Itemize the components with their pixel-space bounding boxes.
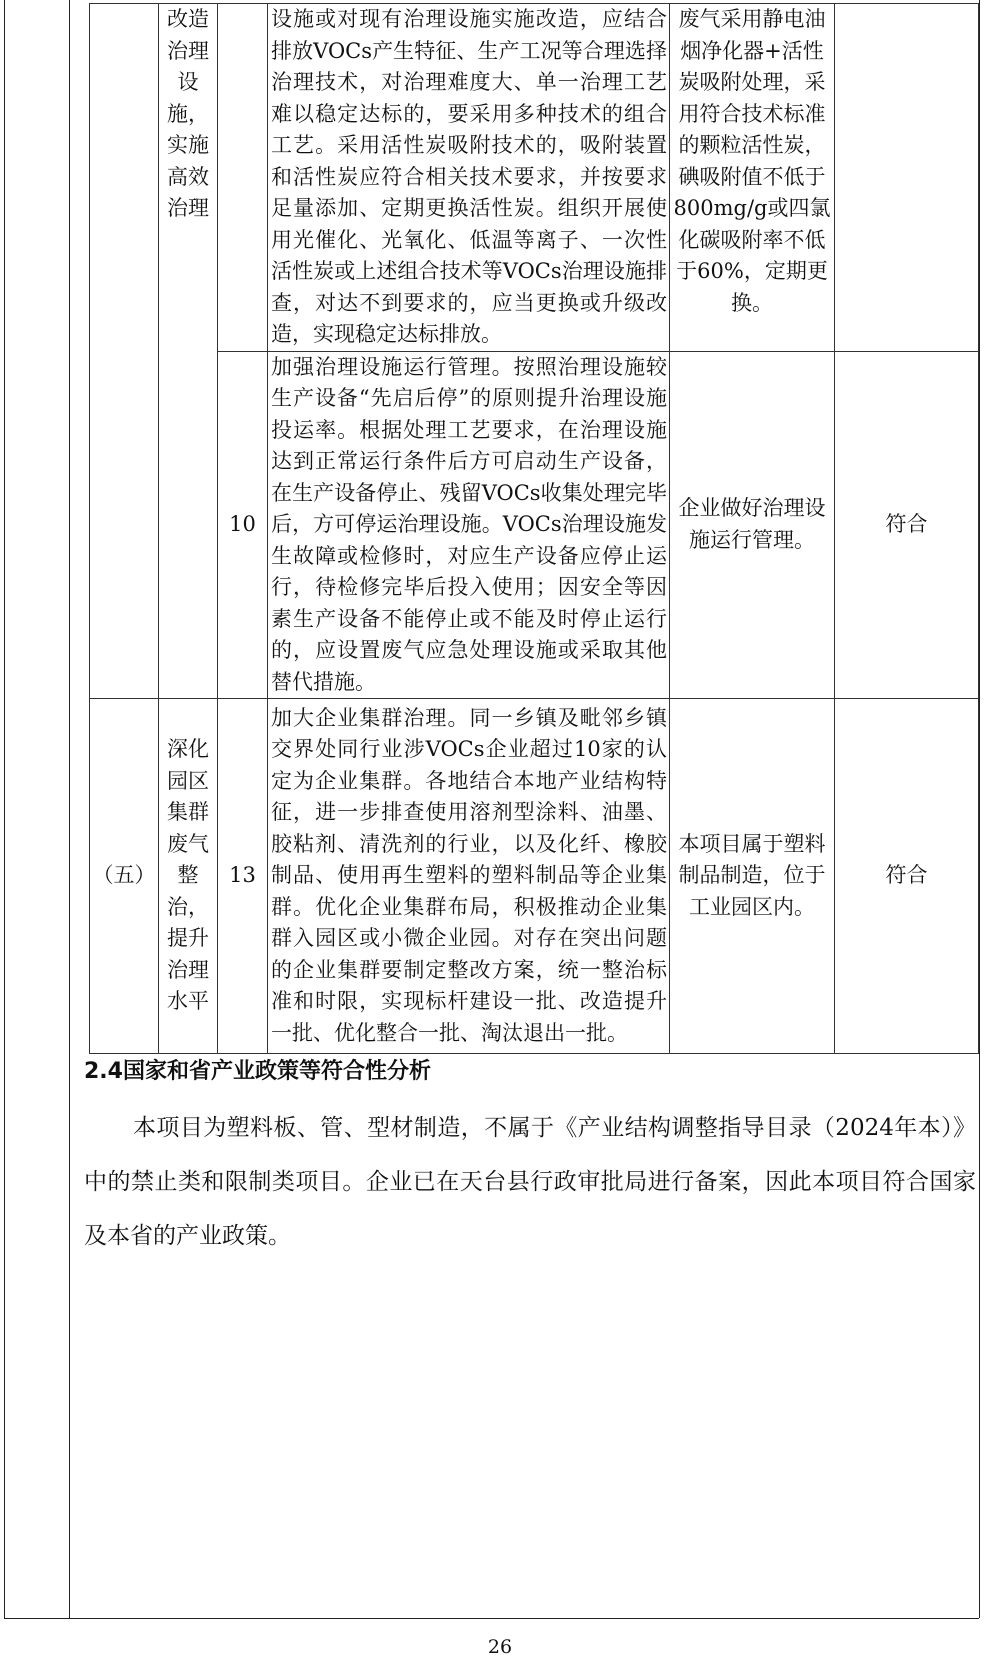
page-frame-inner-left-border: [69, 0, 70, 1618]
page-frame-bottom-border: [4, 1618, 979, 1619]
category-cell: [90, 699, 159, 1054]
measure-name: 改造治理设施，实施高效治理: [167, 7, 209, 220]
table-row: [90, 699, 979, 1054]
item-number: 10: [229, 512, 256, 536]
conclusion-cell: [835, 4, 979, 352]
page-frame-right-border: [979, 0, 980, 1618]
compliance-table: [89, 3, 979, 1054]
item-number: 13: [229, 863, 256, 888]
measure-name-cell: [159, 699, 218, 1054]
project-measure-cell: [670, 351, 835, 699]
number-cell: [218, 699, 268, 1054]
number-cell: [218, 4, 268, 352]
section-heading: 2.4国家和省产业政策等符合性分析: [84, 1059, 431, 1084]
section-paragraph: 本项目为塑料板、管、型材制造，不属于《产业结构调整指导目录（2024年本）》中的禁止类和限制类项目。企业已在天台县行政审批局进行备案，因此本项目符合国家及本省的产业政策。: [84, 1115, 976, 1249]
page-frame-left-border: [4, 0, 5, 1618]
number-cell: [218, 351, 268, 699]
conclusion-text: 符合: [885, 863, 928, 888]
conclusion-text: 符合: [885, 512, 928, 536]
category-cell: [90, 4, 159, 699]
requirement-text: 设施或对现有治理设施实施改造，应结合排放VOCs产生特征、生产工况等合理选择治理技术，对治理难度大、单一治理工艺难以稳定达标的，要采用多种技术的组合工艺。采用活性炭吸附技术的，吸附装置和活性炭应符合相关技术要求，并按要求足量添加、定期更换活性炭。组织开展使用光催化、光氧化、低温等离子、一次性活性炭或上述组合技术等VOCs治理设施排查，对达不到要求的，应当更换或升级改造，实现稳定达标排放。: [271, 7, 667, 346]
project-measure-text: 企业做好治理设施运行管理。: [678, 496, 826, 552]
category-label: （五）: [92, 863, 156, 888]
requirement-text: 加强治理设施运行管理。按照治理设施较生产设备“先启后停”的原则提升治理设施投运率。根据处理工艺要求，在治理设施达到正常运行条件后方可启动生产设备，在生产设备停止、残留VOCs收集处理完毕后，方可停运治理设施。VOCs治理设施发生故障或检修时，对应生产设备应停止运行，待检修完毕后投入使用；因安全等因素生产设备不能停止或不能及时停止运行的，应设置废气应急处理设施或采取其他替代措施。: [271, 354, 667, 694]
project-measure-text: 废气采用静电油烟净化器+活性炭吸附处理，采用符合技术标准的颗粒活性炭，碘吸附值不低于800mg/g或四氯化碳吸附率不低于60%，定期更换。: [673, 7, 831, 315]
page-number: 26: [487, 1636, 513, 1658]
requirement-text: 加大企业集群治理。同一乡镇及毗邻乡镇交界处同行业涉VOCs企业超过10家的认定为企业集群。各地结合本地产业结构特征，进一步排查使用溶剂型涂料、油墨、胶粘剂、清洗剂的行业，以及化纤、橡胶制品、使用再生塑料的塑料制品等企业集群。优化企业集群布局，积极推动企业集群入园区或小微企业园。对存在突出问题的企业集群要制定整改方案，统一整治标准和时限，实现标杆建设一批、改造提升一批、优化整合一批、淘汰退出一批。: [271, 705, 667, 1045]
project-measure-cell: [670, 699, 835, 1054]
project-measure-cell: [670, 4, 835, 352]
requirement-cell: [268, 4, 670, 352]
conclusion-cell: [835, 699, 979, 1054]
requirement-cell: [268, 351, 670, 699]
requirement-cell: [268, 699, 670, 1054]
project-measure-text: 本项目属于塑料制品制造，位于工业园区内。: [678, 831, 826, 919]
measure-name-cell: [159, 4, 218, 699]
conclusion-cell: [835, 351, 979, 699]
measure-name: 深化园区集群废气整治，提升治理水平: [167, 737, 209, 1014]
table-row: [90, 351, 979, 699]
table-row: [90, 4, 979, 352]
